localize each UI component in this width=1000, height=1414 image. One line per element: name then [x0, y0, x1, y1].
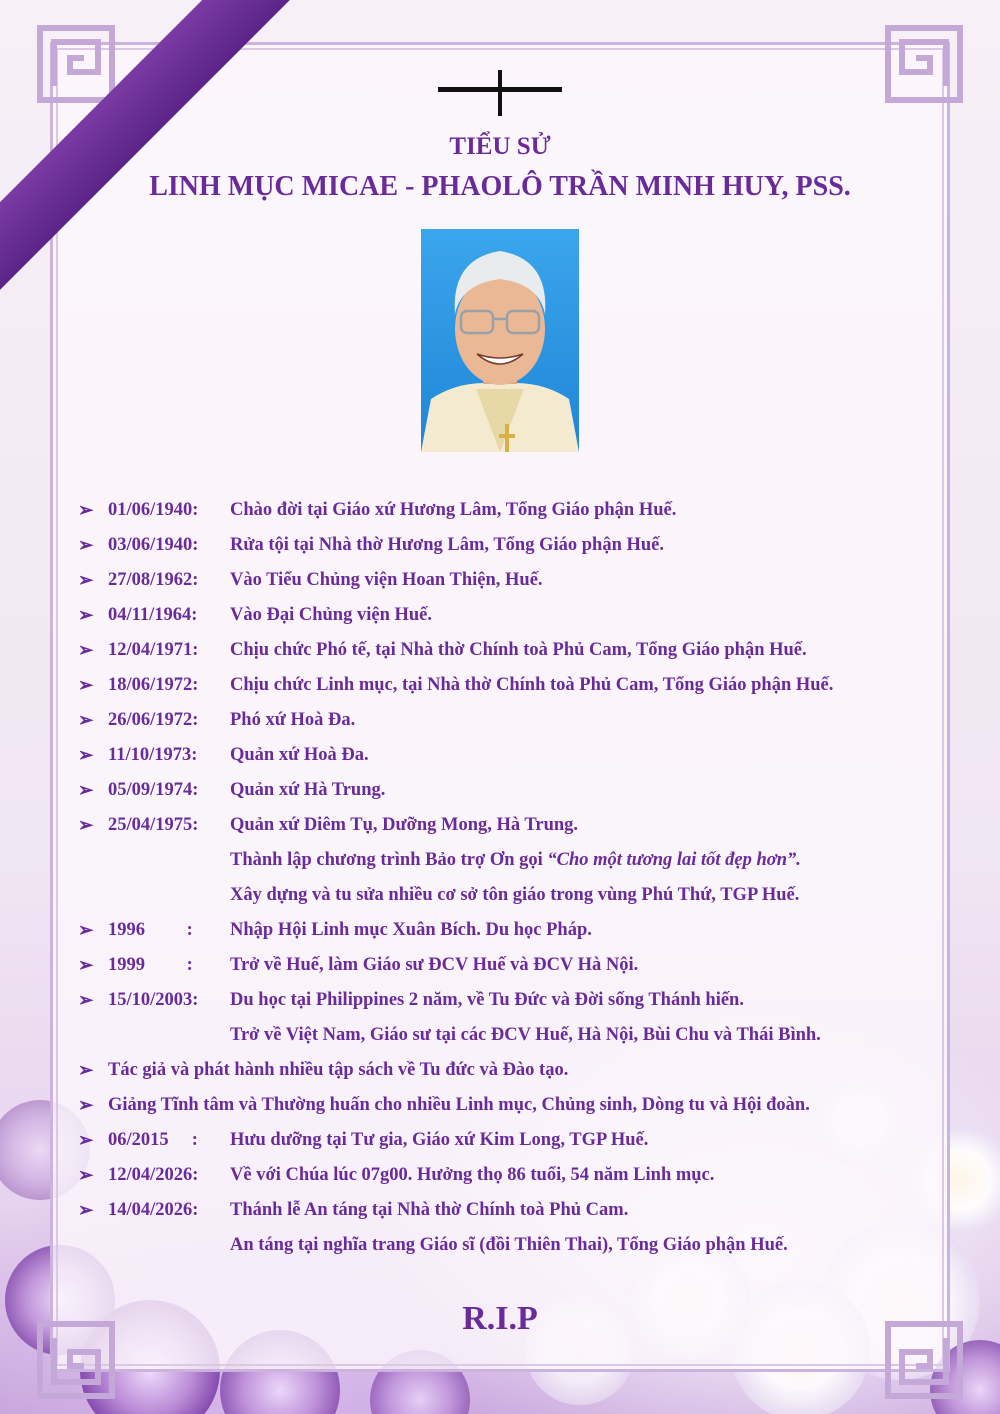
arrow-bullet-icon: ➢ — [78, 641, 94, 661]
timeline-text: Rửa tội tại Nhà thờ Hương Lâm, Tổng Giáo phận Huế. — [230, 535, 665, 555]
timeline-date: 03/06/1940: — [108, 535, 199, 555]
corner-ornament-icon — [34, 22, 118, 106]
arrow-bullet-icon: ➢ — [78, 816, 94, 836]
timeline-date: 18/06/1972: — [108, 675, 199, 695]
corner-ornament-icon — [882, 22, 966, 106]
page-title: TIỂU SỬ — [449, 133, 551, 160]
timeline-date: 27/08/1962: — [108, 570, 199, 590]
timeline-text: An táng tại nghĩa trang Giáo sĩ (đồi Thiên Thai), Tổng Giáo phận Huế. — [230, 1235, 788, 1255]
timeline-date: 12/04/1971: — [108, 640, 199, 660]
timeline-date: 14/04/2026: — [108, 1200, 199, 1220]
timeline-date: 04/11/1964: — [108, 605, 198, 625]
arrow-bullet-icon: ➢ — [78, 676, 94, 696]
arrow-bullet-icon: ➢ — [78, 711, 94, 731]
timeline-text: Vào Đại Chủng viện Huế. — [230, 605, 432, 625]
timeline-text: Hưu dưỡng tại Tư gia, Giáo xứ Kim Long, TGP Huế. — [230, 1130, 649, 1150]
timeline-text: Quản xứ Diêm Tụ, Dưỡng Mong, Hà Trung. — [230, 815, 579, 835]
timeline-date: 25/04/1975: — [108, 815, 199, 835]
arrow-bullet-icon: ➢ — [78, 1096, 94, 1116]
timeline-text: Trở về Huế, làm Giáo sư ĐCV Huế và ĐCV Hà Nội. — [230, 955, 639, 975]
timeline-date: 26/06/1972: — [108, 710, 199, 730]
arrow-bullet-icon: ➢ — [78, 1061, 94, 1081]
timeline-text: Vào Tiểu Chủng viện Hoan Thiện, Huế. — [230, 570, 543, 590]
timeline-date: 05/09/1974: — [108, 780, 199, 800]
arrow-bullet-icon: ➢ — [78, 1131, 94, 1151]
arrow-bullet-icon: ➢ — [78, 536, 94, 556]
timeline-text: Trở về Việt Nam, Giáo sư tại các ĐCV Huế, Hà Nội, Bùi Chu và Thái Bình. — [230, 1025, 821, 1045]
timeline-text: Chào đời tại Giáo xứ Hương Lâm, Tổng Giáo phận Huế. — [230, 500, 677, 520]
timeline-date: 01/06/1940: — [108, 500, 199, 520]
arrow-bullet-icon: ➢ — [78, 991, 94, 1011]
arrow-bullet-icon: ➢ — [78, 571, 94, 591]
rip-footer: R.I.P — [462, 1300, 538, 1337]
timeline-text: Du học tại Philippines 2 năm, về Tu Đức và Đời sống Thánh hiến. — [230, 990, 744, 1010]
timeline-date: 15/10/2003: — [108, 990, 199, 1010]
timeline-text: Thành lập chương trình Bảo trợ Ơn gọi — [230, 850, 548, 870]
timeline-text: Phó xứ Hoà Đa. — [230, 710, 356, 730]
arrow-bullet-icon: ➢ — [78, 746, 94, 766]
timeline-text: Về với Chúa lúc 07g00. Hưởng thọ 86 tuổi, 54 năm Linh mục. — [230, 1165, 715, 1185]
arrow-bullet-icon: ➢ — [78, 956, 94, 976]
arrow-bullet-icon: ➢ — [78, 501, 94, 521]
timeline-text: Giảng Tĩnh tâm và Thường huấn cho nhiều Linh mục, Chủng sinh, Dòng tu và Hội đoàn. — [108, 1095, 810, 1115]
timeline-text: Quản xứ Hà Trung. — [230, 780, 386, 800]
program-quote: “Cho một tương lai tốt đẹp hơn”. — [547, 850, 801, 870]
timeline-date: 1999 : — [108, 955, 193, 975]
arrow-bullet-icon: ➢ — [78, 781, 94, 801]
timeline-date: 12/04/2026: — [108, 1165, 199, 1185]
timeline-date: 1996 : — [108, 920, 193, 940]
timeline-date: 11/10/1973: — [108, 745, 198, 765]
arrow-bullet-icon: ➢ — [78, 1166, 94, 1186]
timeline-text: Nhập Hội Linh mục Xuân Bích. Du học Pháp. — [230, 920, 592, 940]
timeline-text: Chịu chức Linh mục, tại Nhà thờ Chính toà Phủ Cam, Tổng Giáo phận Huế. — [230, 675, 834, 695]
timeline-date: 06/2015 : — [108, 1130, 198, 1150]
timeline-text: Thánh lễ An táng tại Nhà thờ Chính toà Phủ Cam. — [230, 1200, 629, 1220]
arrow-bullet-icon: ➢ — [78, 921, 94, 941]
arrow-bullet-icon: ➢ — [78, 1201, 94, 1221]
page-subtitle: LINH MỤC MICAE - PHAOLÔ TRẦN MINH HUY, PSS. — [149, 171, 851, 202]
timeline-text: Xây dựng và tu sửa nhiều cơ sở tôn giáo trong vùng Phú Thứ, TGP Huế. — [230, 885, 800, 905]
portrait-photo — [421, 229, 579, 452]
timeline-text: Tác giả và phát hành nhiều tập sách về Tu đức và Đào tạo. — [108, 1060, 569, 1080]
timeline-text: Quản xứ Hoà Đa. — [230, 745, 369, 765]
timeline-text: Chịu chức Phó tế, tại Nhà thờ Chính toà Phủ Cam, Tổng Giáo phận Huế. — [230, 640, 807, 660]
arrow-bullet-icon: ➢ — [78, 606, 94, 626]
cross-icon-vertical — [498, 70, 502, 116]
